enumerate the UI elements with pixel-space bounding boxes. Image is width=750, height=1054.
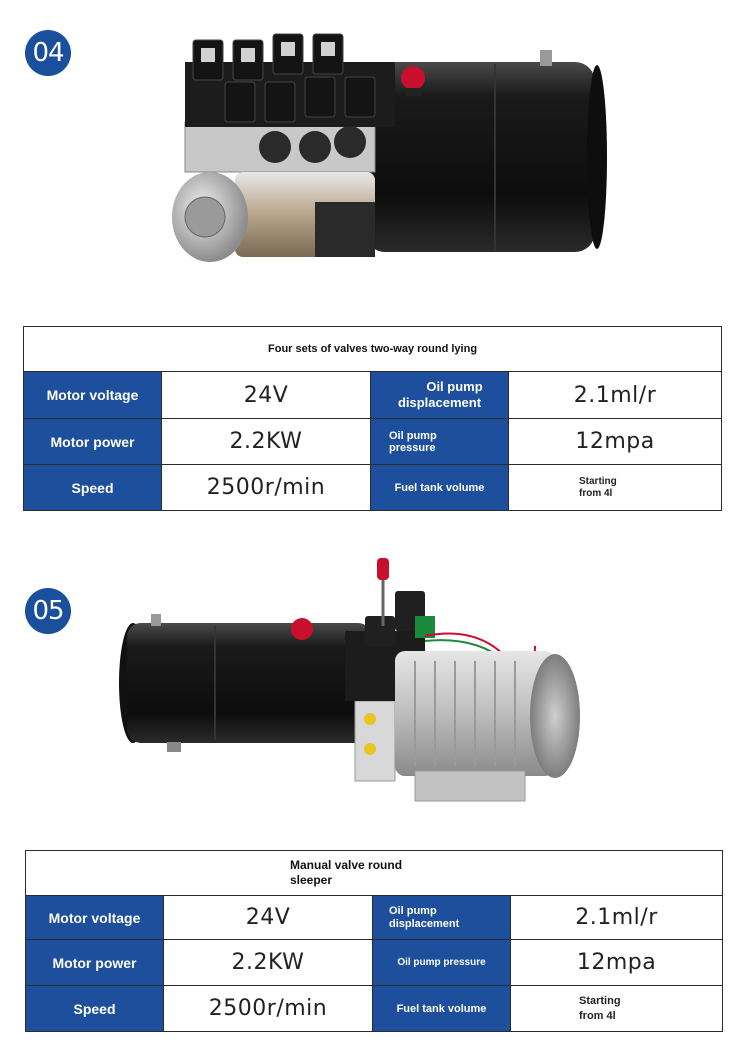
label-motor-voltage: Motor voltage — [26, 896, 164, 940]
value-oil-pump-pressure: 12mpa — [511, 940, 723, 986]
label-fuel-tank-volume: Fuel tank volume — [373, 986, 511, 1032]
label-speed: Speed — [24, 465, 162, 511]
label-oil-pump-pressure: Oil pump pressure — [373, 940, 511, 986]
label-oil-pump-displacement: Oil pump displacement — [371, 372, 509, 419]
value-fuel-tank-volume: Starting from 4l — [509, 465, 722, 511]
value-motor-voltage: 24V — [162, 372, 371, 419]
spec-table — [23, 326, 722, 511]
label-oil-pump-displacement: Oil pump displacement — [373, 896, 511, 940]
value-speed: 2500r/min — [164, 986, 373, 1032]
section-number-badge: 05 — [25, 588, 71, 634]
value-motor-power: 2.2KW — [164, 940, 373, 986]
value-motor-power: 2.2KW — [162, 419, 371, 465]
value-oil-pump-displacement: 2.1ml/r — [511, 896, 723, 940]
hydraulic-power-unit-image — [115, 556, 590, 818]
value-motor-voltage: 24V — [164, 896, 373, 940]
label-motor-power: Motor power — [24, 419, 162, 465]
label-motor-power: Motor power — [26, 940, 164, 986]
section-number-badge: 04 — [25, 30, 71, 76]
table-title: Manual valve round sleeper — [26, 851, 723, 896]
label-motor-voltage: Motor voltage — [24, 372, 162, 419]
value-fuel-tank-volume: Starting from 4l — [511, 986, 723, 1032]
label-speed: Speed — [26, 986, 164, 1032]
value-speed: 2500r/min — [162, 465, 371, 511]
value-oil-pump-pressure: 12mpa — [509, 419, 722, 465]
table-title: Four sets of valves two-way round lying — [24, 327, 722, 372]
label-fuel-tank-volume: Fuel tank volume — [371, 465, 509, 511]
label-oil-pump-pressure: Oil pump pressure — [371, 419, 509, 465]
value-oil-pump-displacement: 2.1ml/r — [509, 372, 722, 419]
spec-table — [25, 850, 723, 1032]
hydraulic-power-unit-image — [165, 22, 610, 284]
